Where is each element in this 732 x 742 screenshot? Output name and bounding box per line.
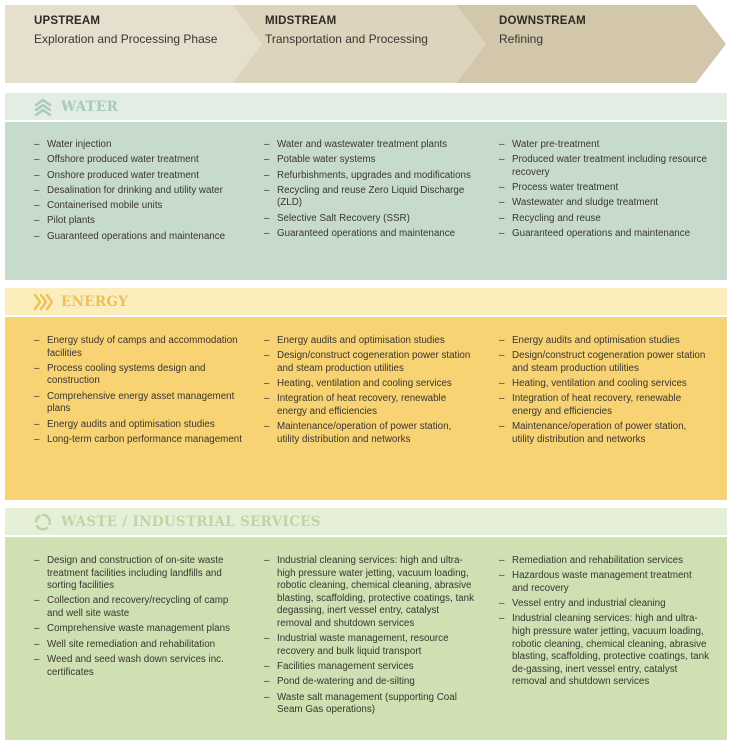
list-item: – Comprehensive energy asset management plans [34, 391, 244, 416]
waste-section-header [5, 508, 727, 535]
list-item: – Heating, ventilation and cooling services [499, 378, 709, 391]
stage-downstream [499, 15, 586, 46]
list-item: – Energy audits and optimisation studies [499, 335, 709, 348]
stage-midstream [265, 15, 428, 46]
list-item: – Process water treatment [499, 182, 709, 195]
list-item: – Long-term carbon performance management [34, 434, 244, 447]
list-item: – Energy audits and optimisation studies [264, 335, 474, 348]
stage-subtitle: Transportation and Processing [265, 32, 428, 46]
list-item: – Potable water systems [264, 154, 474, 167]
list-item: – Water pre-treatment [499, 139, 709, 152]
section-title: WATER [61, 98, 119, 115]
energy-downstream-column [499, 335, 709, 449]
list-item: – Heating, ventilation and cooling services [264, 378, 474, 391]
list-item: – Water and wastewater treatment plants [264, 139, 474, 152]
water-downstream-column [499, 139, 709, 243]
list-item: – Maintenance/operation of power station, utility distribution and networks [499, 421, 709, 446]
list-item: – Recycling and reuse Zero Liquid Discharge (ZLD) [264, 185, 474, 210]
list-item: – Water injection [34, 139, 244, 152]
list-item: – Remediation and rehabilitation services [499, 555, 709, 568]
list-item: – Energy study of camps and accommodation facilities [34, 335, 244, 360]
section-title: ENERGY [61, 293, 129, 310]
list-item: – Wastewater and sludge treatment [499, 197, 709, 210]
list-item: – Design/construct cogeneration power station and steam production utilities [264, 350, 474, 375]
energy-section-header [5, 288, 727, 315]
list-item: – Comprehensive waste management plans [34, 623, 244, 636]
list-item: – Facilities management services [264, 661, 474, 674]
list-item: – Produced water treatment including resource recovery [499, 154, 709, 179]
list-item: – Pond de-watering and de-silting [264, 676, 474, 689]
list-item: – Weed and seed wash down services inc. certificates [34, 654, 244, 679]
energy-section-body [5, 317, 727, 500]
list-item: – Energy audits and optimisation studies [34, 419, 244, 432]
stage-heading: DOWNSTREAM [499, 15, 586, 27]
list-item: – Integration of heat recovery, renewable energy and efficiencies [264, 393, 474, 418]
list-item: – Well site remediation and rehabilitation [34, 639, 244, 652]
water-section-header [5, 93, 727, 120]
list-item: – Hazardous waste management treatment and recovery [499, 570, 709, 595]
list-item: – Collection and recovery/recycling of camp and well site waste [34, 595, 244, 620]
stage-heading: MIDSTREAM [265, 15, 337, 27]
list-item: – Pilot plants [34, 215, 244, 228]
list-item: – Integration of heat recovery, renewable energy and efficiencies [499, 393, 709, 418]
list-item: – Offshore produced water treatment [34, 154, 244, 167]
list-item: – Waste salt management (supporting Coal Seam Gas operations) [264, 692, 474, 717]
list-item: – Containerised mobile units [34, 200, 244, 213]
list-item: – Recycling and reuse [499, 213, 709, 226]
waste-section-body [5, 537, 727, 740]
list-item: – Selective Salt Recovery (SSR) [264, 213, 474, 226]
stage-upstream [34, 15, 217, 46]
list-item: – Refurbishments, upgrades and modifications [264, 170, 474, 183]
list-item: – Vessel entry and industrial cleaning [499, 598, 709, 611]
water-upstream-column [34, 139, 244, 246]
stage-subtitle: Refining [499, 32, 544, 46]
list-item: – Guaranteed operations and maintenance [264, 228, 474, 241]
list-item: – Process cooling systems design and construction [34, 363, 244, 388]
stage-heading: UPSTREAM [34, 15, 101, 27]
waste-downstream-column [499, 555, 709, 692]
recycle-circle-icon [33, 512, 53, 532]
list-item: – Desalination for drinking and utility water [34, 185, 244, 198]
list-item: – Industrial waste management, resource recovery and bulk liquid transport [264, 633, 474, 658]
downstream-chevron [456, 5, 726, 83]
list-item: – Guaranteed operations and maintenance [499, 228, 709, 241]
list-item: – Maintenance/operation of power station, utility distribution and networks [264, 421, 474, 446]
list-item: – Design/construct cogeneration power station and steam production utilities [499, 350, 709, 375]
stage-subtitle: Exploration and Processing Phase [34, 32, 218, 46]
list-item: – Design and construction of on-site waste treatment facilities including landfills and sorting facilities [34, 555, 244, 593]
energy-chevrons-icon [33, 292, 53, 312]
water-midstream-column [264, 139, 474, 243]
section-title: WASTE / INDUSTRIAL SERVICES [61, 513, 321, 530]
waste-upstream-column [34, 555, 244, 682]
energy-upstream-column [34, 335, 244, 449]
list-item: – Onshore produced water treatment [34, 170, 244, 183]
water-section-body [5, 122, 727, 280]
list-item: – Guaranteed operations and maintenance [34, 231, 244, 244]
water-waves-icon [33, 97, 53, 117]
energy-midstream-column [264, 335, 474, 449]
list-item: – Industrial cleaning services: high and ultra-high pressure water jetting, vacuum loading, robotic cleaning, chemical cleaning, abrasive blasting, scaffolding, protective coatings, tank degassing, inert vessel entry, catalyst removal and shutdown services [264, 555, 474, 631]
waste-midstream-column [264, 555, 474, 720]
list-item: – Industrial cleaning services: high and ultra-high pressure water jetting, vacuum loading, robotic cleaning, chemical cleaning, abrasive blasting, scaffolding, protective coatings, tank de-gassing, inert vessel entry, catalyst removal and shutdown services [499, 613, 709, 689]
